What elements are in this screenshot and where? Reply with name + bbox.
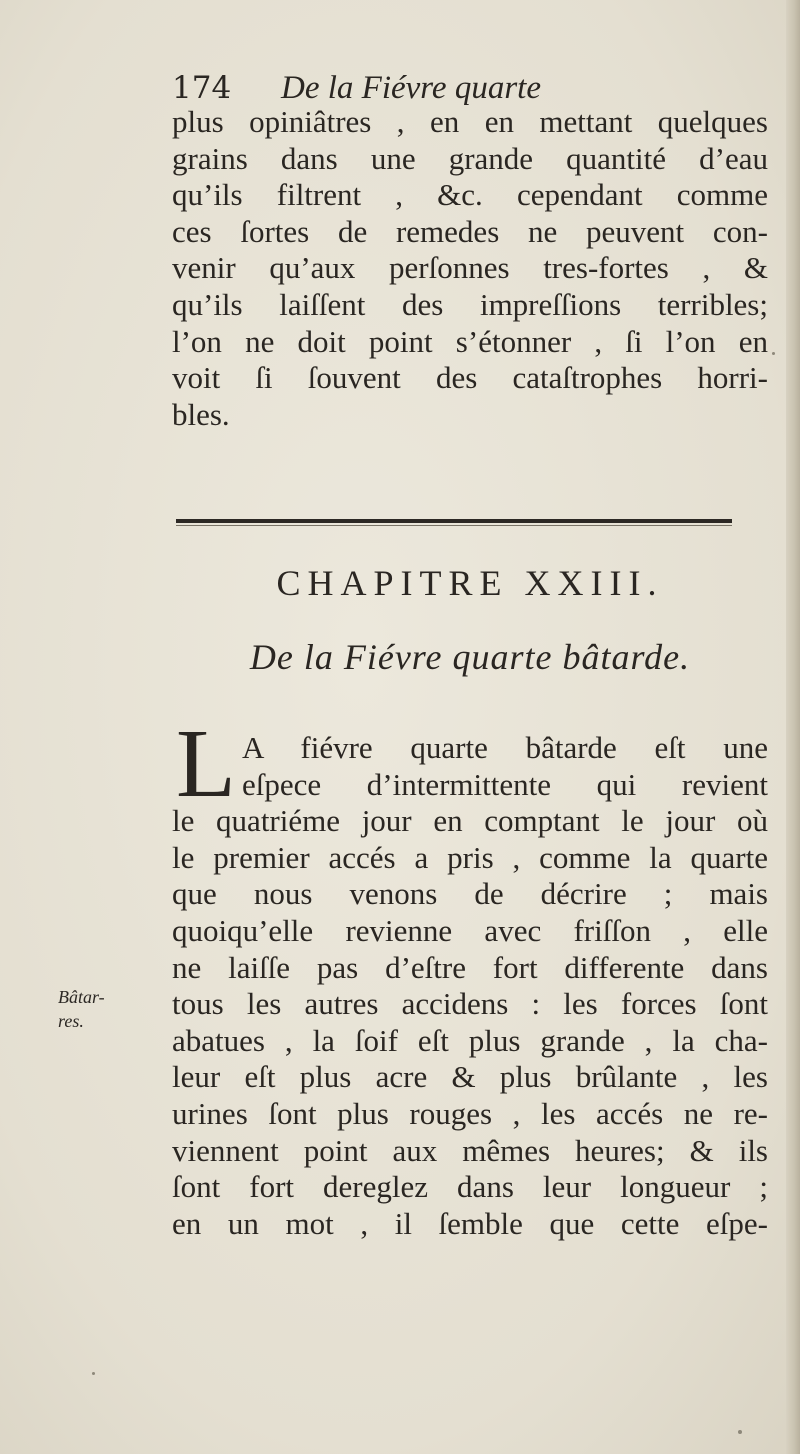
- page-number: 174: [172, 70, 232, 106]
- text-line: viennent point aux mêmes heures; & ils: [172, 1132, 768, 1168]
- text-line: grains dans une grande quantité d’eau: [172, 140, 768, 176]
- text-line: venir qu’aux perſonnes tres-fortes , &: [172, 250, 768, 286]
- text-line: le quatriéme jour en comptant le jour où: [172, 803, 768, 839]
- text-line: que nous venons de décrire ; mais: [172, 876, 768, 912]
- text-line: plus opiniâtres , en en mettant quelques: [172, 104, 768, 139]
- text-line: A fiévre quarte bâtarde eſt une: [242, 730, 768, 765]
- text-line: qu’ils filtrent , &c. cependant comme: [172, 177, 768, 213]
- text-line: abatues , la ſoif eſt plus grande , la cha-: [172, 1022, 768, 1058]
- text-line: voit ſi ſouvent des cataſtrophes horri-: [172, 360, 768, 396]
- chapter-subtitle: De la Fiévre quarte bâtarde.: [249, 637, 691, 677]
- section-rule: [176, 519, 732, 523]
- top-paragraph: [172, 104, 768, 433]
- text-line: ſont fort dereglez dans leur longueur ;: [172, 1169, 768, 1205]
- text-line: l’on ne doit point s’étonner , ſi l’on en: [172, 323, 768, 359]
- paper-speck: [92, 1372, 95, 1375]
- paper-speck: [738, 1430, 742, 1434]
- text-line: tous les autres accidens : les forces ſont: [172, 986, 768, 1022]
- marginal-note-line: Bâtar-: [58, 987, 105, 1007]
- text-line: en un mot , il ſemble que cette eſpe-: [172, 1205, 768, 1241]
- text-line: quoiqu’elle revienne avec friſſon , elle: [172, 912, 768, 948]
- text-line: eſpece d’intermittente qui revient: [242, 766, 768, 802]
- page-edge: [786, 0, 800, 1454]
- running-title: De la Fiévre quarte: [281, 70, 541, 106]
- text-line: le premier accés a pris , comme la quarte: [172, 839, 768, 875]
- text-line: urines ſont plus rouges , les accés ne re-: [172, 1095, 768, 1131]
- marginal-note: [58, 985, 158, 1033]
- text-line: ces ſortes de remedes ne peuvent con-: [172, 213, 768, 249]
- drop-cap: L: [176, 710, 236, 818]
- paper-speck: [772, 352, 775, 355]
- text-line: leur eſt plus acre & plus brûlante , les: [172, 1059, 768, 1095]
- section-rule-thin: [176, 525, 732, 526]
- text-line: qu’ils laiſſent des impreſſions terribles;: [172, 286, 768, 322]
- chapter-heading: CHAPITRE XXIII.: [276, 563, 664, 603]
- marginal-note-line: res.: [58, 1011, 84, 1031]
- text-line: bles.: [172, 396, 230, 432]
- text-line: ne laiſſe pas d’eſtre fort differente dans: [172, 949, 768, 985]
- main-paragraph: [172, 730, 768, 1242]
